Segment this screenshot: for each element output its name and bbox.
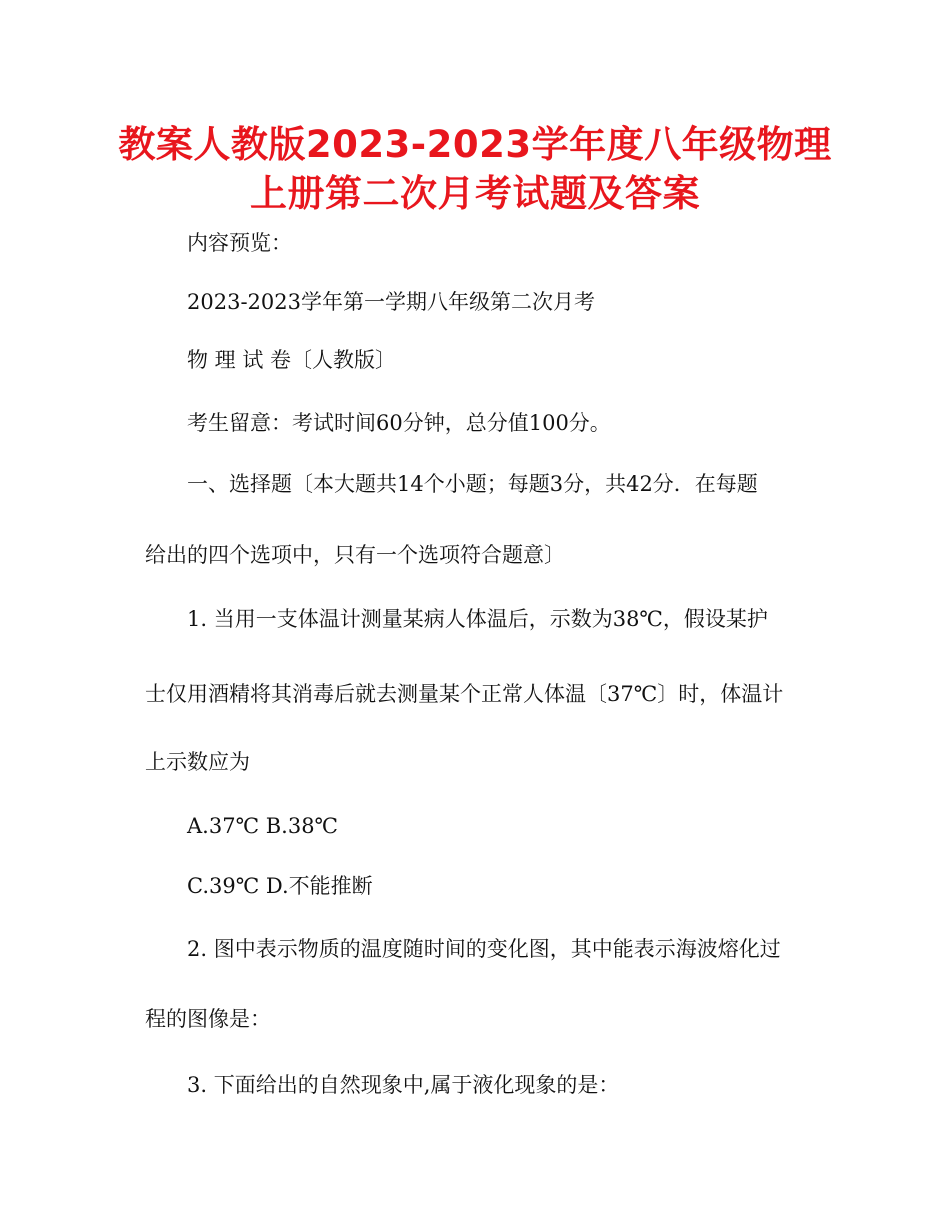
preview-label: 内容预览： <box>187 231 292 255</box>
exam-heading: 2023-2023学年第一学期八年级第二次月考 <box>187 290 595 314</box>
question-3: 3. 下面给出的自然现象中,属于液化现象的是： <box>187 1073 620 1097</box>
question-2-cont: 程的图像是： <box>145 1007 271 1031</box>
question-1-cont: 士仅用酒精将其消毒后就去测量某个正常人体温〔37℃〕时，体温计 <box>145 682 784 706</box>
question-2: 2. 图中表示物质的温度随时间的变化图，其中能表示海波熔化过 <box>187 937 781 961</box>
document-title-line-2: 上册第二次月考试题及答案 <box>250 172 700 215</box>
section-heading-cont: 给出的四个选项中，只有一个选项符合题意〕 <box>145 543 565 567</box>
exam-notice: 考生留意：考试时间60分钟，总分值100分。 <box>187 411 611 435</box>
question-1: 1. 当用一支体温计测量某病人体温后，示数为38℃，假设某护 <box>187 607 768 631</box>
question-1-options-cd: C.39℃ D.不能推断 <box>187 874 373 898</box>
document-title-line-1: 教案人教版2023-2023学年度八年级物理 <box>118 123 832 166</box>
section-heading: 一、选择题〔本大题共14个小题；每题3分，共42分．在每题 <box>187 472 758 496</box>
question-1-end: 上示数应为 <box>145 750 250 774</box>
paper-name: 物 理 试 卷〔人教版〕 <box>187 348 397 372</box>
question-1-options-ab: A.37℃ B.38℃ <box>187 814 339 838</box>
